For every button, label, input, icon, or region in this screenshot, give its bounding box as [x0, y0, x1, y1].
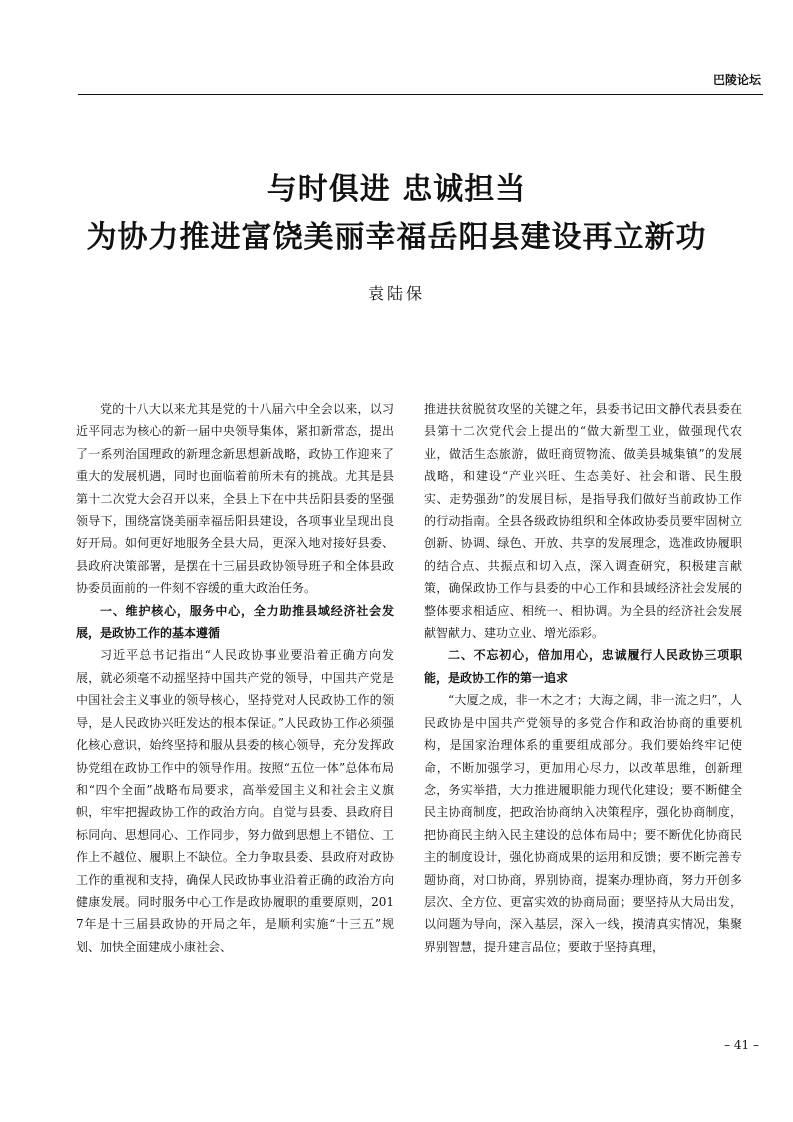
title-line-1: 与时俱进 忠诚担当	[266, 172, 527, 207]
header-rule	[78, 94, 763, 95]
right-column	[424, 398, 742, 958]
page-number: – 41 –	[724, 1038, 759, 1052]
paragraph: 推进扶贫脱贫攻坚的关键之年，县委书记田文静代表县委在县第十二次党代会上提出的“做大新型工业，做强现代农业，做活生态旅游，做旺商贸物流、做美县城集镇”的发展战略，和建设“产业兴旺、生态美好、社会和谐、民生殷实、走势强劲”的发展目标，是指导我们做好当前政协工作的行动指南。全县各级政协组织和全体政协委员要牢固树立创新、协调、绿色、开放、共享的发展理念，选准政协履职的结合点、共振点和切入点，深入调查研究，积极建言献策，确保政协工作与县委的中心工作和县域经济社会发展的整体要求相适应、相统一、相协调。为全县的经济社会发展献智献力、建功立业、增光添彩。	[424, 402, 742, 641]
paragraph: “大厦之成，非一木之才；大海之阔，非一流之归”，人民政协是中国共产党领导的多党合作和政治协商的重要机构，是国家治理体系的重要组成部分。我们要始终牢记使命，不断加强学习，更加用心尽力，以改革思维，创新理念，务实举措，大力推进履职能力现代化建设；要不断健全民主协商制度，把政治协商纳入决策程序，强化协商制度，把协商民主纳入民主建设的总体布局中；要不断优化协商民主的制度设计，强化协商成果的运用和反馈；要不断完善专题协商，对口协商，界别协商，提案办理协商，努力开创多层次、全方位、更富实效的协商局面；要坚持从大局出发，以问题为导向，深入基层，深入一线，摸清真实情况，集聚界别智慧，提升建言品位；要敢于坚持真理，	[424, 693, 742, 954]
author-name: 袁陆保	[367, 284, 425, 303]
journal-name: 巴陵论坛	[712, 73, 761, 87]
section-heading: 二、不忘初心，倍加用心，忠诚履行人民政协三项职能，是政协工作的第一追求	[424, 648, 742, 685]
paragraph: 党的十八大以来尤其是党的十八届六中全会以来，以习近平同志为核心的新一届中央领导集体，紧扣新常态，提出了一系列治国理政的新理念新思想新战略，政协工作迎来了重大的发展机遇，同时也面临着前所未有的挑战。尤其是县第十二次党大会召开以来，全县上下在中共岳阳县委的坚强领导下，围绕富饶美丽幸福岳阳县建设，各项事业呈现出良好开局。如何更好地服务全县大局，更深入地对接好县委、县政府决策部署，是摆在十三届县政协领导班子和全体县政协委员面前的一件刻不容缓的重大政治任务。	[76, 402, 394, 596]
section-heading: 一、维护核心，服务中心，全力助推县域经济社会发展，是政协工作的基本遵循	[76, 603, 394, 641]
left-column	[76, 398, 394, 958]
title-line-2: 为协力推进富饶美丽幸福岳阳县建设再立新功	[86, 220, 707, 255]
paragraph: 习近平总书记指出“人民政协事业要沿着正确方向发展，就必须毫不动摇坚持中国共产党的领导，中国共产党是中国社会主义事业的领导核心，坚持党对人民政协工作的领导，是人民政协兴旺发达的根本保证。”人民政协工作必须强化核心意识，始终坚持和服从县委的核心领导，充分发挥政协党组在政协工作中的领导作用。按照“五位一体”总体布局和“四个全面”战略布局要求，高举爱国主义和社会主义旗帜，牢牢把握政协工作的政治方向。自觉与县委、县政府目标同向、思想同心、工作同步，努力做到思想上不错位、工作上不越位、履职上不缺位。全力争取县委、县政府对政协工作的重视和支持，确保人民政协事业沿着正确的政治方向健康发展。同时服务中心工作是政协履职的重要原则，2017年是十三届县政协的开局之年，是顺利实施“十三五”规划、加快全面建成小康社会、	[76, 648, 394, 954]
